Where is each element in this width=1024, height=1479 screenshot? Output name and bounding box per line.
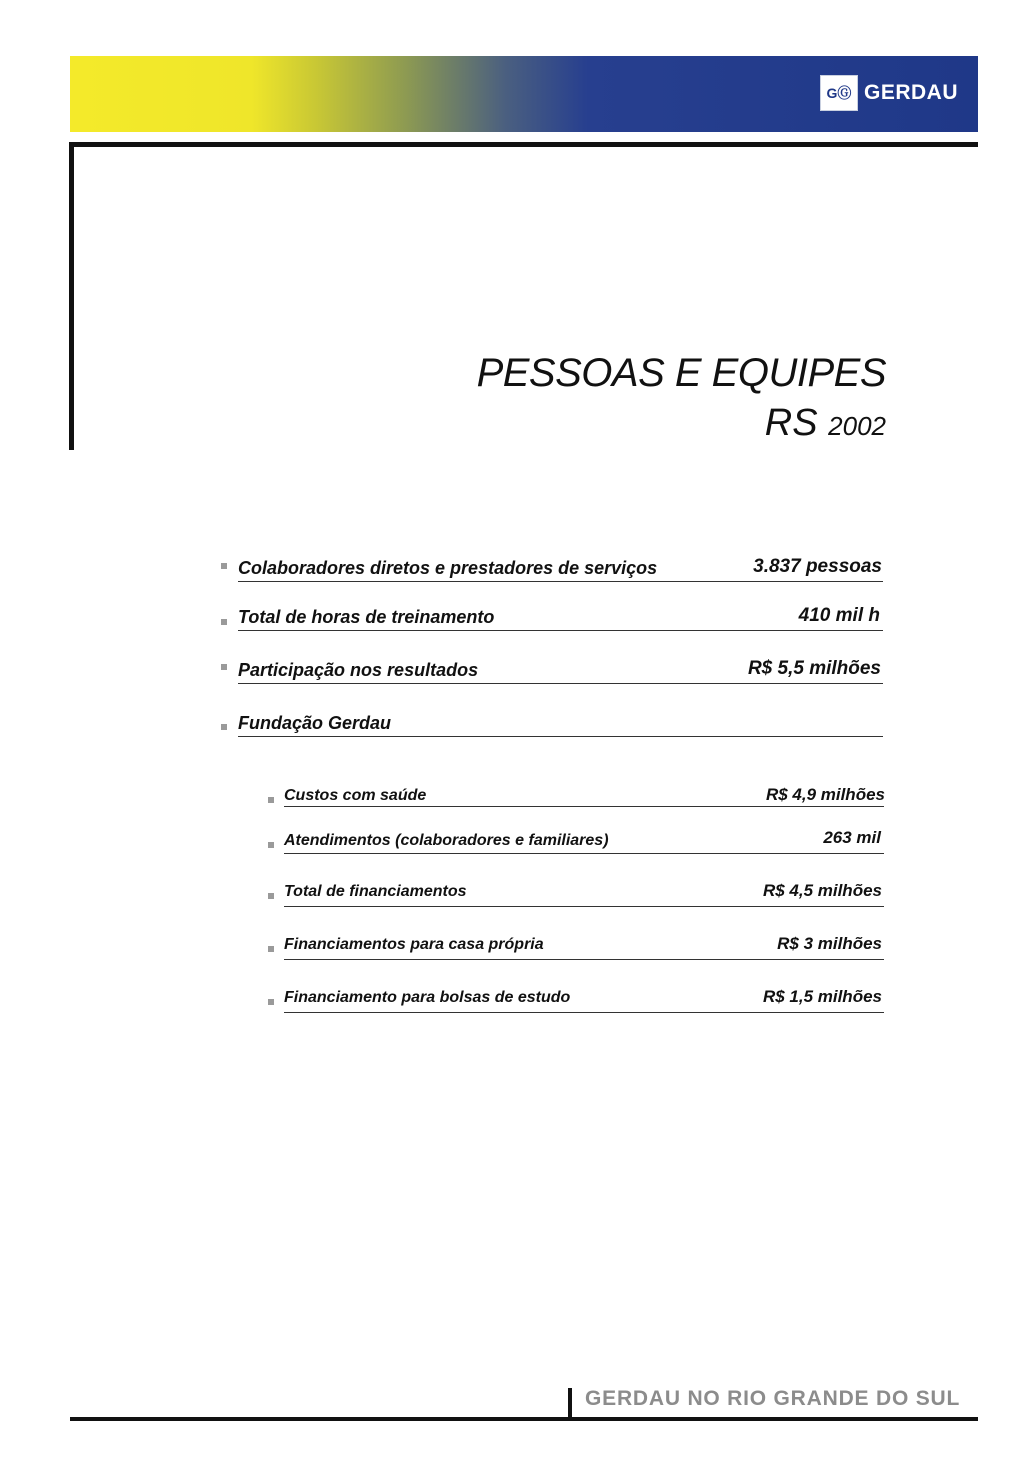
item-label: Colaboradores diretos e prestadores de serviços bbox=[238, 558, 658, 578]
item-label: Fundação Gerdau bbox=[238, 713, 392, 733]
bullet-icon bbox=[268, 999, 274, 1005]
item-rule bbox=[238, 581, 883, 582]
item-label: Financiamento para bolsas de estudo bbox=[284, 989, 571, 1006]
bullet-icon bbox=[221, 724, 227, 730]
item-label: Atendimentos (colaboradores e familiares) bbox=[284, 832, 609, 849]
bullet-icon bbox=[221, 619, 227, 625]
gerdau-logo bbox=[820, 75, 958, 111]
item-rule bbox=[238, 683, 883, 684]
header-banner bbox=[70, 56, 978, 132]
gerdau-logo-text: GERDAU bbox=[863, 81, 958, 104]
bullet-icon bbox=[221, 664, 227, 670]
item-value: R$ 3 milhões bbox=[777, 934, 882, 953]
item-value: R$ 4,9 milhões bbox=[765, 785, 885, 804]
item-rule bbox=[238, 736, 883, 737]
item-rule bbox=[284, 806, 884, 807]
bullet-icon bbox=[268, 797, 274, 803]
item-rule bbox=[284, 1012, 884, 1013]
frame-left-rule bbox=[69, 142, 74, 450]
item-value: 3.837 pessoas bbox=[753, 556, 882, 577]
item-value: R$ 1,5 milhões bbox=[762, 987, 882, 1006]
item-value: R$ 5,5 milhões bbox=[747, 658, 881, 679]
item-label: Total de financiamentos bbox=[284, 883, 467, 900]
gerdau-logo-mark: GⒼ bbox=[820, 75, 858, 111]
footer-rule bbox=[70, 1417, 978, 1421]
item-rule bbox=[284, 959, 884, 960]
item-rule bbox=[238, 630, 883, 631]
bullet-icon bbox=[221, 563, 227, 569]
item-value: R$ 4,5 milhões bbox=[762, 881, 882, 900]
item-value: 410 mil h bbox=[798, 605, 880, 626]
footer-tick bbox=[568, 1388, 572, 1418]
item-label: Participação nos resultados bbox=[238, 660, 479, 680]
bullet-icon bbox=[268, 893, 274, 899]
bullet-icon bbox=[268, 946, 274, 952]
item-rule bbox=[284, 906, 884, 907]
title-region: RS bbox=[764, 402, 818, 444]
item-label: Total de horas de treinamento bbox=[238, 607, 495, 627]
footer-text: GERDAU NO RIO GRANDE DO SUL bbox=[585, 1387, 961, 1410]
page-title bbox=[477, 348, 886, 451]
title-year: 2002 bbox=[828, 411, 886, 441]
item-value: 263 mil bbox=[823, 828, 881, 847]
item-label: Financiamentos para casa própria bbox=[284, 936, 544, 953]
title-subtitle bbox=[477, 398, 886, 451]
title-main: PESSOAS E EQUIPES bbox=[476, 351, 886, 395]
frame-top-rule bbox=[69, 142, 978, 147]
bullet-icon bbox=[268, 842, 274, 848]
item-label: Custos com saúde bbox=[284, 787, 427, 804]
item-rule bbox=[284, 853, 884, 854]
